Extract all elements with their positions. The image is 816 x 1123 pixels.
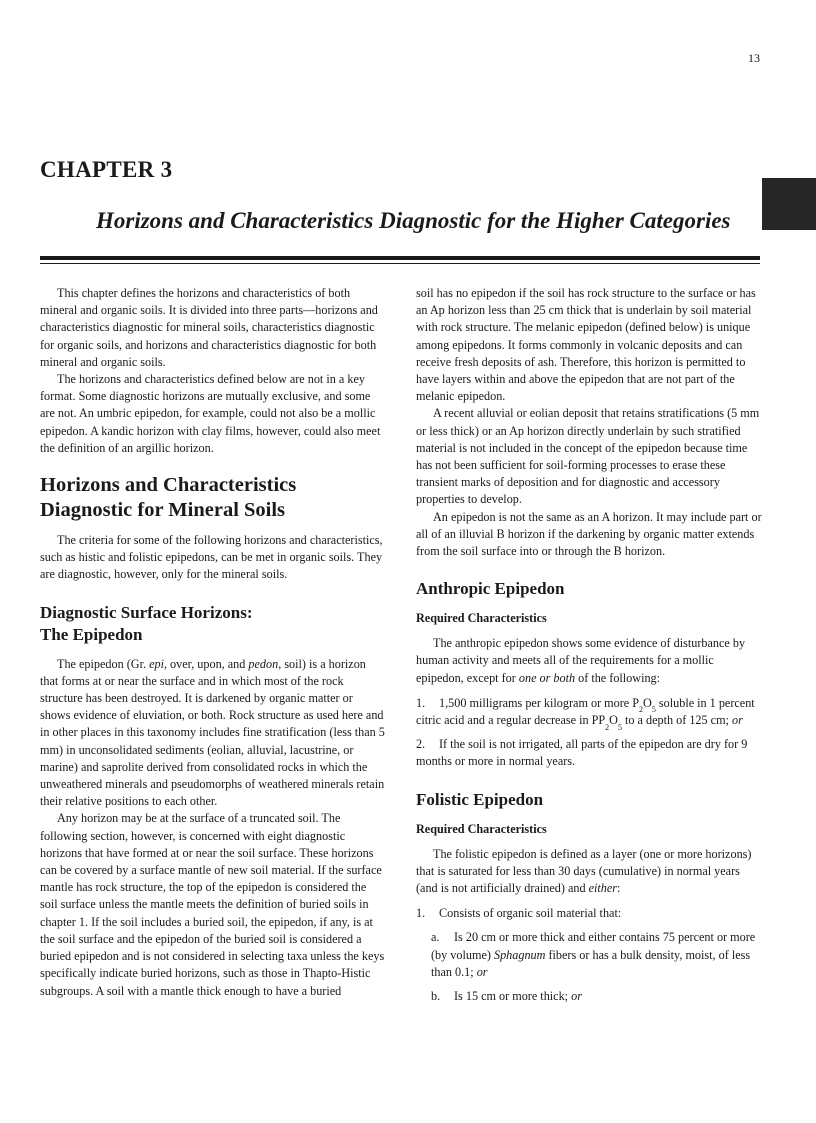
heading-surface-line-2: The Epipedon [40, 624, 143, 644]
chapter-label: CHAPTER 3 [40, 157, 173, 182]
right-column [416, 285, 762, 1012]
chapter-tab-marker [762, 178, 816, 230]
folistic-required-heading: Required Characteristics [416, 821, 547, 836]
title-rule-thick [40, 256, 760, 260]
chapter-title: Horizons and Characteristics Diagnostic for the Higher Categories [96, 208, 731, 233]
epipedon-paragraph-1: The epipedon (Gr. epi, over, upon, and pedon, soil) is a horizon that forms at or near the surface and in which most of the rock structure has been destroyed. It is darkened by organic matter or shows evidence of eluviation, or both. Rock structure as used here and in other places in this taxonomy includes fine stratification (less than 5 mm) in unconsolidated sediments (eolian, alluvial, lacustrine, or marine) and saprolite derived from consolidated rocks in which the unweathered minerals and pseudomorphs of weathered minerals retain their relative positions to each other. [40, 656, 385, 809]
mineral-paragraph: The criteria for some of the following horizons and characteristics, such as histic and folistic epipedons, can be met in organic soils. They are diagnostic, however, only for the mineral soils. [40, 533, 383, 582]
heading-surface-line-1: Diagnostic Surface Horizons: [40, 602, 253, 622]
anthropic-item-2: 2. If the soil is not irrigated, all parts of the epipedon are dry for 9 months or more in normal years. [416, 737, 748, 769]
folistic-item-1: 1. Consists of organic soil material that: [416, 906, 622, 921]
heading-mineral-soils: Horizons and Characteristics Diagnostic for Mineral Soils [40, 474, 297, 522]
folistic-paragraph: The folistic epipedon is defined as a layer (one or more horizons) that is saturated for less than 30 days (cumulative) in normal years (and is not artificially drained) and either: [416, 846, 752, 896]
anthropic-required-heading: Required Characteristics [416, 611, 547, 626]
a-horizon-paragraph: An epipedon is not the same as an A horizon. It may include part or all of an illuvial B horizon if the darkening by organic matter extends from the soil surface into or through the B horizon. [416, 509, 762, 559]
heading-surface-horizons [40, 602, 386, 646]
folistic-item-1b: b. Is 15 cm or more thick; or [431, 989, 582, 1004]
continuation-paragraph: soil has no epipedon if the soil has rock structure to the surface or has an Ap horizon less than 25 cm thick that is underlain by soil material with rock structure. The melanic epipedon (defined below) is unique among epipedons. It forms commonly in volcanic deposits and can receive fresh deposits of ash. Therefore, this horizon is permitted to have layers within and above the epipedon that are not part of the melanic epipedon. [416, 286, 756, 404]
page-number: 13 [748, 51, 760, 65]
left-column [40, 285, 386, 1000]
intro-paragraph-1: This chapter defines the horizons and characteristics of both mineral and organic soils. It is divided into three parts—horizons and characteristics diagnostic for mineral soils, characteristics diagnostic for organic soils, and horizons and characteristics diagnostic for both mineral and organic soils. [40, 286, 378, 369]
heading-anthropic-epipedon: Anthropic Epipedon [416, 579, 565, 599]
heading-folistic-epipedon: Folistic Epipedon [416, 789, 544, 809]
title-rule-thin [40, 263, 760, 264]
anthropic-paragraph: The anthropic epipedon shows some evidence of disturbance by human activity and meets all of the requirements for a mollic epipedon, except for one or both of the following: [416, 636, 746, 685]
intro-paragraph-2: The horizons and characteristics defined below are not in a key format. Some diagnostic horizons are mutually exclusive, and some are not. An umbric epipedon, for example, could not also be a mollic epipedon. A kandic horizon with clay films, however, could also meet the definition of an argillic horizon. [40, 372, 381, 455]
folistic-item-1a: a. Is 20 cm or more thick and either contains 75 percent or more (by volume) Sphagnum fibers or has a bulk density, moist, of less than 0.1; or [431, 930, 756, 979]
alluvial-paragraph: A recent alluvial or eolian deposit that retains stratifications (5 mm or less thick) or an Ap horizon directly underlain by such stratified material is not included in the concept of the epipedon because time has not been sufficient for soil-forming processes to erase these transient marks of deposition and for diagnostic and accessory properties to develop. [416, 406, 760, 507]
epipedon-paragraph-2: Any horizon may be at the surface of a truncated soil. The following section, however, is concerned with eight diagnostic horizons that have formed at or near the soil surface. These horizons can be covered by a surface mantle of new soil material. If the surface mantle has rock structure, the top of the epipedon is considered the soil surface unless the mantle meets the definition of buried soils in chapter 1. If the soil includes a buried soil, the epipedon, if any, is at the soil surface and the epipedon of the buried soil is considered a buried epipedon and is not considered in selecting taxa unless the keys specifically indicate buried horizons, such as those in Thapto-Histic subgroups. A soil with a mantle thick enough to have a buried [40, 811, 385, 998]
anthropic-item-1: 1. 1,500 milligrams per kilogram or more $P_2O_5$ soluble in 1 percent citric acid and a regular decrease in $PP_2O_5$ to a depth of 125 cm; or [416, 695, 755, 732]
